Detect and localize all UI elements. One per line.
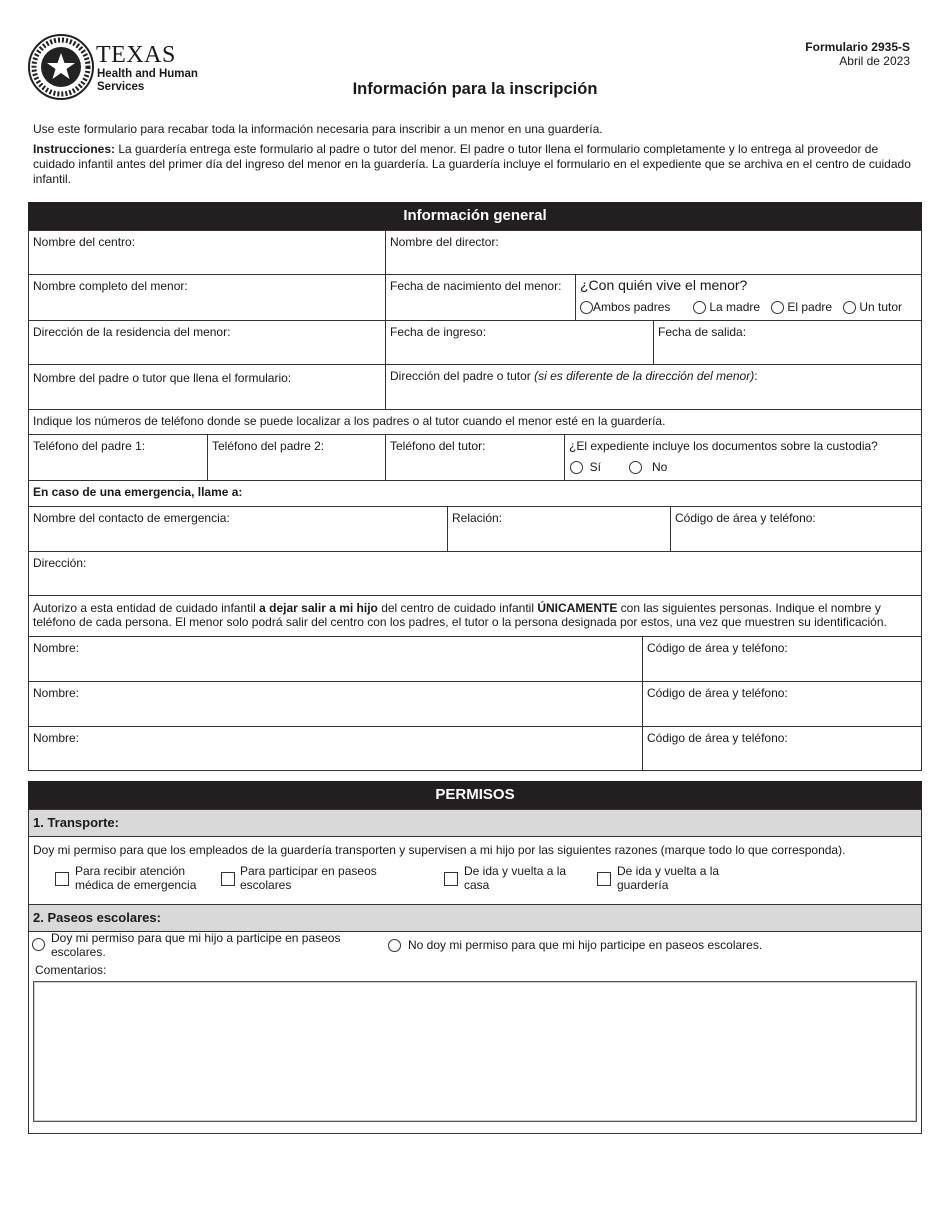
general-info-table [28,230,922,771]
pickup-name-field[interactable]: Nombre: [29,637,643,682]
page-title: Información para la inscripción [352,80,598,98]
emergency-phone-field[interactable]: Código de área y teléfono: [671,507,922,552]
transport-daycare-checkbox[interactable]: De ida y vuelta a la guardería [597,864,719,892]
form-date: Abril de 2023 [839,54,910,68]
parent-name-field[interactable]: Nombre del padre o tutor que llena el formulario: [29,365,386,410]
child-dob-field[interactable]: Fecha de nacimiento del menor: [386,275,576,321]
radio-icon[interactable] [570,461,583,474]
radio-icon[interactable] [388,939,401,952]
pickup-phone-field[interactable]: Código de área y teléfono: [643,637,922,682]
checkbox-icon[interactable] [597,872,611,886]
lives-with-group: ¿Con quién vive el menor? [576,275,922,321]
child-address-field[interactable]: Dirección de la residencia del menor: [29,321,386,365]
emergency-contact-field[interactable]: Nombre del contacto de emergencia: [29,507,448,552]
form-number-block [805,40,910,68]
comments-label: Comentarios: [35,963,107,977]
phone2-field[interactable]: Teléfono del padre 2: [208,435,386,481]
transport-home-checkbox[interactable]: De ida y vuelta a la casa [444,864,566,892]
emergency-address-field[interactable]: Dirección: [29,552,922,596]
pickup-name-field[interactable]: Nombre: [29,727,643,771]
form-number: Formulario 2935-S [805,40,910,54]
checkbox-icon[interactable] [444,872,458,886]
logo-agency-word: TEXAS [96,42,176,68]
exit-date-field[interactable]: Fecha de salida: [654,321,922,365]
trips-no-radio[interactable]: No doy mi permiso para que mi hijo participe en paseos escolares. [388,938,762,952]
custody-yes-radio[interactable]: Sí [570,460,601,474]
center-name-field[interactable]: Nombre del centro: [29,231,386,275]
section-permisos-header: PERMISOS [28,781,922,809]
pickup-phone-field[interactable]: Código de área y teléfono: [647,731,788,745]
parent-address-field[interactable]: Dirección del padre o tutor (si es diferente de la dirección del menor): [386,365,922,410]
relation-field[interactable]: Relación: [448,507,671,552]
lives-with-father-radio[interactable]: El padre [771,300,832,314]
phone1-field[interactable]: Teléfono del padre 1: [29,435,208,481]
custody-question: ¿El expediente incluye los documentos sobre la custodia? [565,435,922,481]
phones-instruction: Indique los números de teléfono donde se puede localizar a los padres o al tutor cuando el menor esté en la guardería. [29,410,922,435]
child-name-field[interactable]: Nombre completo del menor: [29,275,386,321]
lives-with-both-radio[interactable]: Ambos padres [580,300,670,314]
radio-icon[interactable] [693,301,706,314]
pickup-phone-field[interactable]: Código de área y teléfono: [643,682,922,727]
radio-icon[interactable] [771,301,784,314]
radio-icon[interactable] [843,301,856,314]
authorization-text: Autorizo a esta entidad de cuidado infantil a dejar salir a mi hijo del centro de cuidado infantil ÚNICAMENTE con las siguientes personas. Indique el nombre y teléfono de cada persona. El menor solo podrá salir del centro con los padres, el tutor o la persona designada por estos, una vez que muestren su identificación. [29,596,922,637]
radio-icon[interactable] [629,461,642,474]
pickup-name-field[interactable]: Nombre: [29,682,643,727]
lives-with-tutor-radio[interactable]: Un tutor [843,300,902,314]
trips-yes-radio[interactable]: Doy mi permiso para que mi hijo a participe en paseos escolares. [32,931,340,959]
transport-trips-checkbox[interactable]: Para participar en paseos escolares [221,864,377,892]
comments-textarea[interactable] [33,981,917,1122]
trips-subheader: 2. Paseos escolares: [28,904,922,932]
radio-icon[interactable] [580,301,593,314]
enroll-date-field[interactable]: Fecha de ingreso: [386,321,654,365]
transport-subheader: 1. Transporte: [28,809,922,837]
radio-icon[interactable] [32,938,45,951]
custody-no-radio[interactable]: No [629,460,667,474]
logo-agency-subtitle: Health and Human Services [97,68,198,93]
section-general-header: Información general [28,202,922,230]
lives-with-mother-radio[interactable]: La madre [693,300,760,314]
checkbox-icon[interactable] [221,872,235,886]
emergency-label: En caso de una emergencia, llame a: [29,481,922,507]
tutor-phone-field[interactable]: Teléfono del tutor: [386,435,565,481]
intro-text: Use este formulario para recabar toda la información necesaria para inscribir a un menor en una guardería. Instrucciones: La guardería entrega este formulario al padre o tutor del menor. El padre o tutor llena el formulario completamente y lo entrega al proveedor de cuidado infantil antes del primer día del ingreso del menor en la guardería. La guardería incluye el formulario en el expediente que se archiva en el centro de cuidado infantil. [33,122,911,186]
transport-text: Doy mi permiso para que los empleados de la guardería transporten y supervisen a mi hijo por las siguientes razones (marque todo lo que corresponda). [33,843,846,857]
director-name-field[interactable]: Nombre del director: [386,231,922,275]
transport-emergency-checkbox[interactable]: Para recibir atención médica de emergencia [55,864,196,892]
checkbox-icon[interactable] [55,872,69,886]
